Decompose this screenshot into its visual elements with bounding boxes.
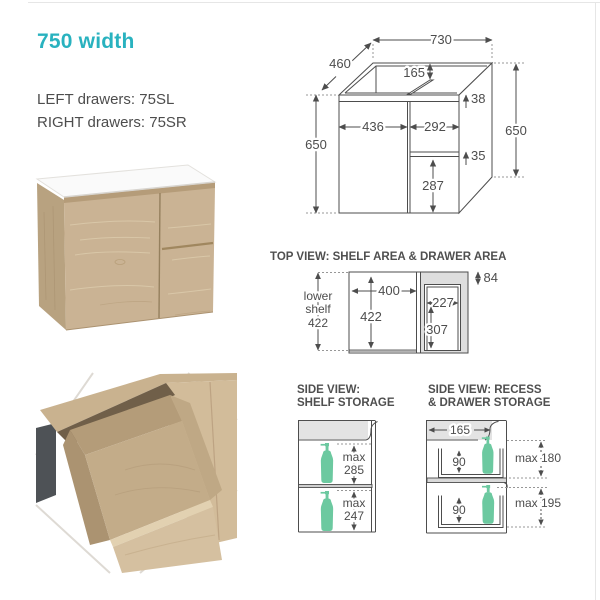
side-view-drawer-title-line2: & DRAWER STORAGE [428,397,551,409]
dim-lower-max: max 195 [515,496,562,510]
dim-shelf-depth: 422 [360,309,382,324]
open-drawer-illustration [36,373,237,573]
bottle-icon [482,437,494,474]
bottle-icon [321,443,334,483]
dim-height-right: 650 [505,123,527,138]
side-view-shelf-title-line1: SIDE VIEW: [297,384,361,396]
dim-upper-max-word: max [342,450,366,464]
dim-top-rail: 38 [471,91,486,106]
dim-upper-drawer-height: 90 [452,455,466,469]
open-drawer-photo [30,370,240,575]
dim-drawer-cavity-depth: 307 [426,322,448,337]
isometric-diagram [290,20,550,230]
dim-lower-shelf-word1: lower [303,289,333,303]
model-code-left: LEFT drawers: 75SL [37,91,175,108]
dim-drawer-gap: 35 [471,148,486,163]
side-view-shelf-diagram [299,420,378,532]
vanity-cabinet-illustration [37,165,215,330]
cabinet-outline [339,63,492,213]
dim-bottom-drawer: 287 [422,178,444,193]
dim-lower-max-value: 247 [343,509,365,523]
dim-depth: 460 [329,56,351,71]
page-title: 750 width [37,30,135,53]
dim-height-left: 650 [305,137,327,152]
side-view-drawer-title-line1: SIDE VIEW: RECESS [428,384,542,396]
dim-drawer-cavity-width: 227 [432,295,454,310]
dim-lower-shelf-word2: shelf [305,302,331,316]
side-view-diagrams [293,412,583,542]
dim-lower-drawer-height: 90 [452,503,466,517]
side-view-shelf-title-line2: SHELF STORAGE [297,397,395,409]
side-view-drawer-diagram [427,420,562,533]
dim-upper-max: max 180 [515,451,562,465]
dim-lower-shelf-value: 422 [307,316,329,330]
top-view-title: TOP VIEW: SHELF AREA & DRAWER AREA [270,251,507,263]
side-view-shelf-title [297,384,395,410]
bottle-icon [321,491,334,531]
dim-drawers-width: 292 [424,119,446,134]
dim-shelf-width: 400 [378,283,400,298]
model-code-right: RIGHT drawers: 75SR [37,114,187,131]
dim-lower-max-word: max [342,496,366,510]
dim-upper-max-value: 285 [343,463,365,477]
dim-door-width: 436 [362,119,384,134]
dim-recess-depth: 165 [449,423,471,437]
top-view-diagram [290,265,520,360]
card-right-border [595,2,596,600]
side-view-drawer-title [428,384,550,410]
card-top-border [28,2,600,3]
vanity-photo [25,155,225,335]
dim-back-strip: 84 [483,270,498,285]
bottle-icon [482,485,494,524]
model-codes [37,88,187,134]
dim-recess-depth: 165 [403,65,425,80]
dim-top-width: 730 [430,32,452,47]
